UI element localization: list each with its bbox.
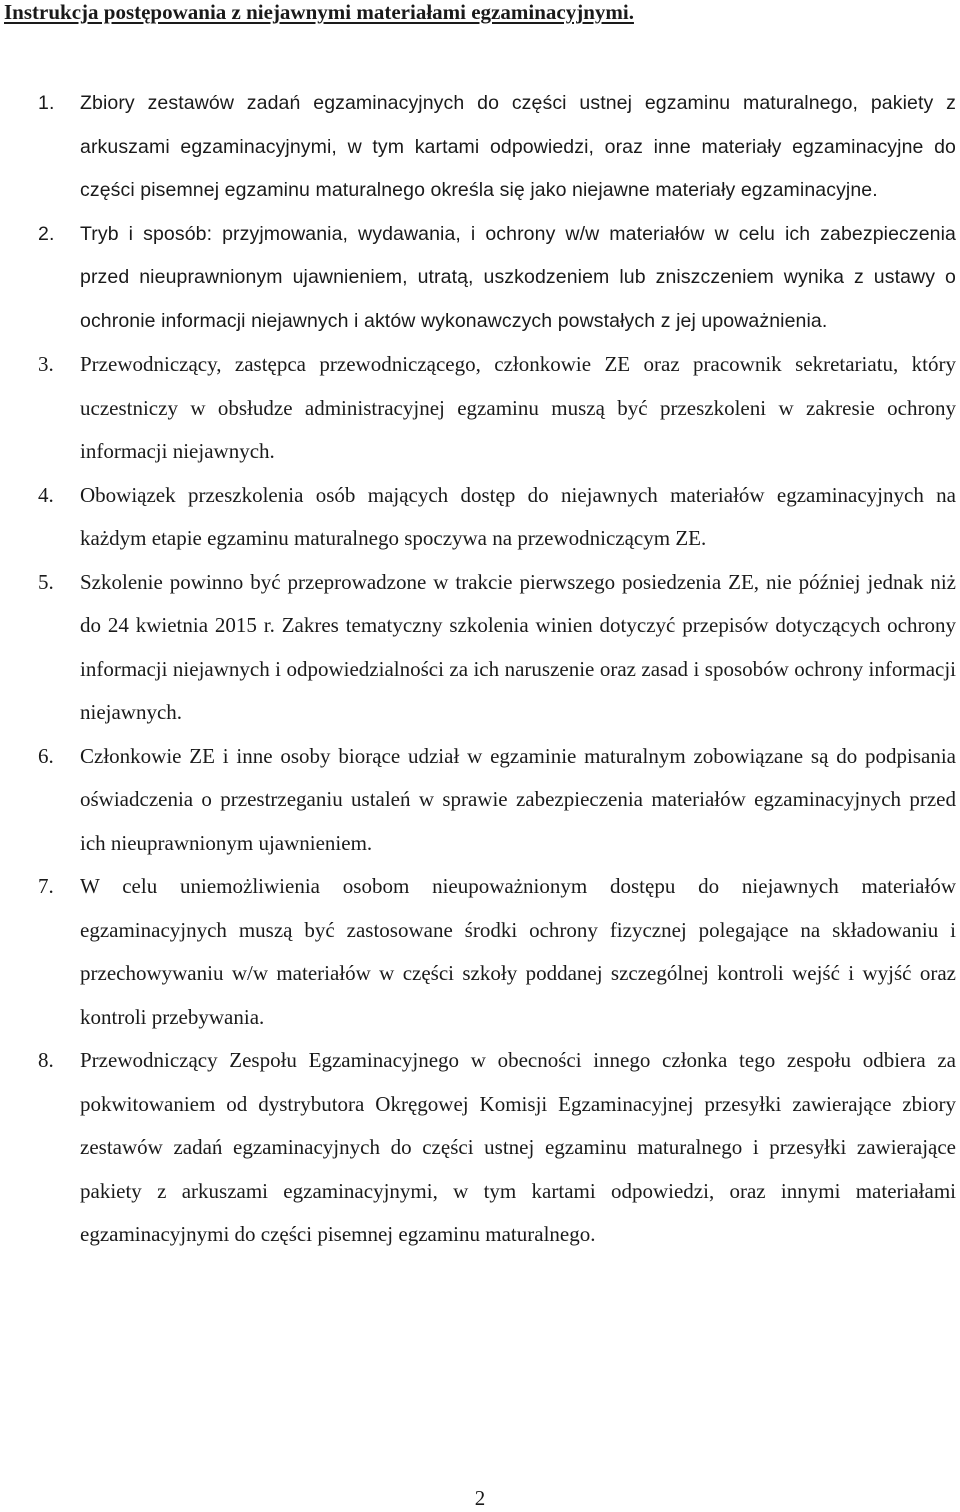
item-number: 1. (38, 92, 55, 114)
list-item (0, 1039, 956, 1257)
document-title: Instrukcja postępowania z niejawnymi materiałami egzaminacyjnymi. (4, 0, 634, 24)
item-number: 8. (38, 1048, 54, 1072)
item-text: Przewodniczący Zespołu Egzaminacyjnego w obecności innego członka tego zespołu odbiera za pokwitowaniem od dystrybutora Okręgowej Komisji Egzaminacyjnej przesyłki zawierające zbiory zestawów zadań egzaminacyjnych do części ustnej egzaminu maturalnego i przesyłki zawierające pakiety z arkuszami egzaminacyjnymi, w tym kartami odpowiedzi, oraz innymi materiałami egzaminacyjnymi do części pisemnej egzaminu maturalnego. (80, 1048, 956, 1246)
item-number: 7. (38, 874, 54, 898)
item-text: Obowiązek przeszkolenia osób mających dostęp do niejawnych materiałów egzaminacyjnych na każdym etapie egzaminu maturalnego spoczywa na przewodniczącym ZE. (80, 482, 956, 550)
item-text: Szkolenie powinno być przeprowadzone w trakcie pierwszego posiedzenia ZE, nie później jednak niż do 24 kwietnia 2015 r. Zakres tematyczny szkolenia winien dotyczyć przepisów dotyczących ochrony informacji niejawnych i odpowiedzialności za ich naruszenie oraz zasad i sposobów ochrony informacji niejawnych. (80, 569, 956, 724)
item-text: Członkowie ZE i inne osoby biorące udział w egzaminie maturalnym zobowiązane są do podpisania oświadczenia o przestrzeganiu ustaleń w sprawie zabezpieczenia materiałów egzaminacyjnych przed ich nieuprawnionym ujawnieniem. (80, 743, 956, 855)
list-item (0, 343, 956, 474)
page-number: 2 (474, 1486, 486, 1510)
item-number: 2. (38, 222, 55, 245)
item-number: 6. (38, 743, 54, 768)
list-item (0, 82, 956, 213)
instruction-list (0, 82, 956, 1257)
list-item (0, 213, 956, 344)
list-item (0, 474, 956, 561)
item-number: 5. (38, 569, 54, 594)
list-item (0, 865, 956, 1039)
item-number: 4. (38, 482, 54, 507)
list-item (0, 735, 956, 866)
item-text: Zbiory zestawów zadań egzaminacyjnych do części ustnej egzaminu maturalnego, pakiety z arkuszami egzaminacyjnymi, w tym kartami odpowiedzi, oraz inne materiały egzaminacyjne do części pisemnej egzaminu maturalnego określa się jako niejawne materiały egzaminacyjne. (80, 92, 956, 201)
item-text: Tryb i sposób: przyjmowania, wydawania, i ochrony w/w materiałów w celu ich zabezpieczenia przed nieuprawnionym ujawnieniem, utratą, uszkodzeniem lub zniszczeniem wynika z ustawy o ochronie informacji niejawnych i aktów wykonawczych powstałych z jej upoważnienia. (80, 222, 956, 332)
item-text: W celu uniemożliwienia osobom nieupoważnionym dostępu do niejawnych materiałów egzaminacyjnych muszą być zastosowane środki ochrony fizycznej polegające na składowaniu i przechowywaniu w/w materiałów w części szkoły poddanej szczególnej kontroli wejść i wyjść oraz kontroli przebywania. (80, 874, 956, 1029)
list-item (0, 561, 956, 735)
item-text: Przewodniczący, zastępca przewodniczącego, członkowie ZE oraz pracownik sekretariatu, który uczestniczy w obsłudze administracyjnej egzaminu muszą być przeszkoleni w zakresie ochrony informacji niejawnych. (80, 352, 956, 463)
item-number: 3. (38, 352, 54, 376)
